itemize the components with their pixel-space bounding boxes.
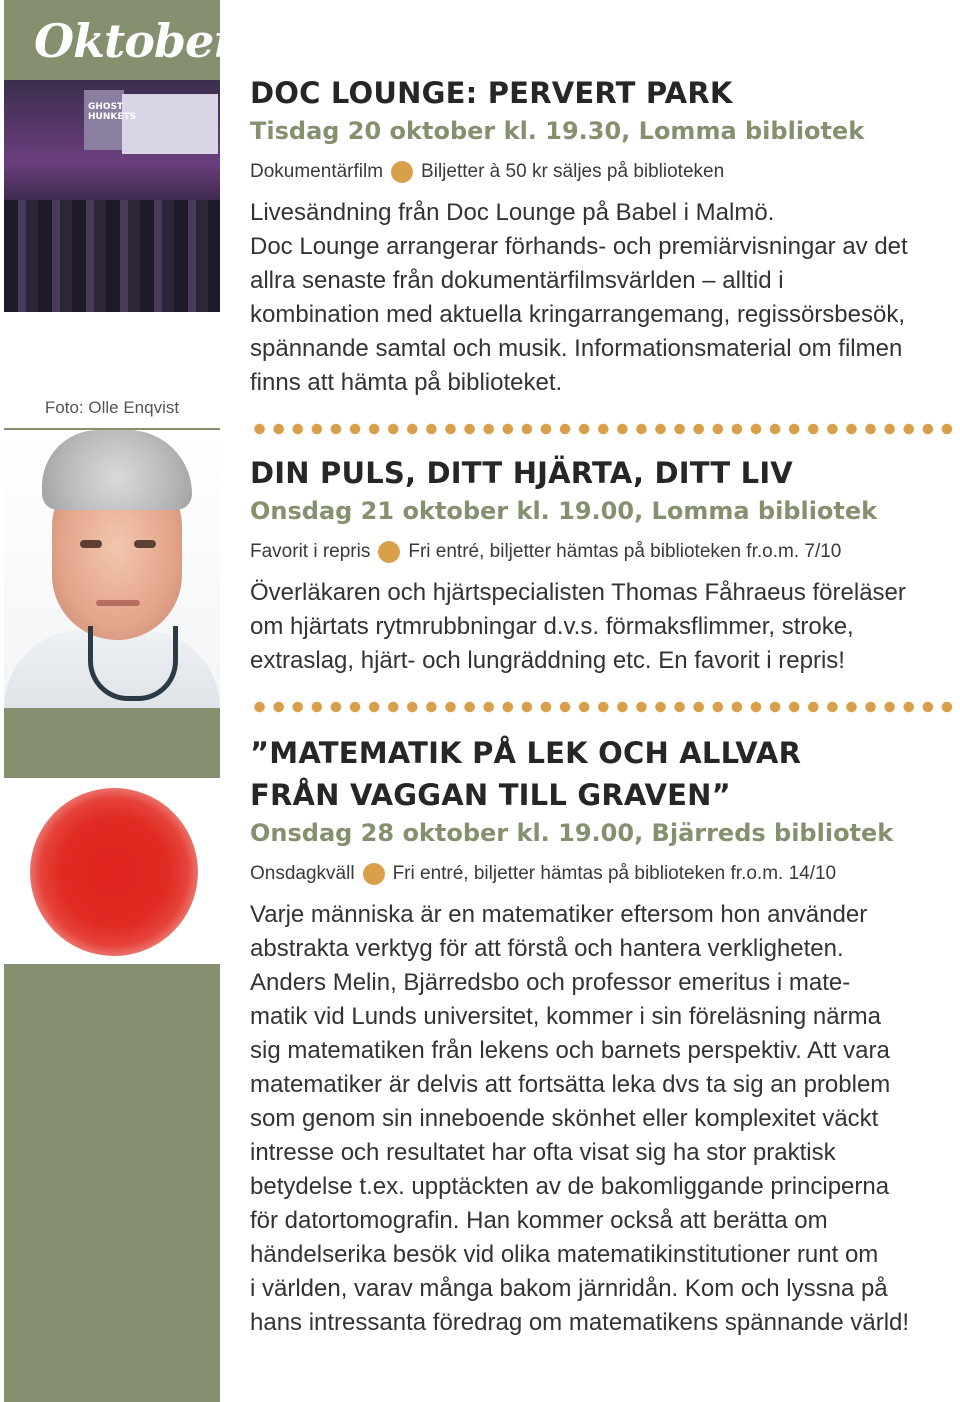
cinema-audience-image (4, 80, 220, 312)
event-meta (250, 540, 950, 564)
event-category: Onsdagkväll (250, 863, 355, 884)
event-category: Favorit i repris (250, 541, 371, 562)
event-ticket-info: Fri entré, biljetter hämtas på biblioteken fr.o.m. 7/10 (408, 541, 842, 562)
projection-screen (122, 94, 218, 154)
event-meta (250, 862, 950, 886)
dotted-divider (250, 700, 956, 714)
event-description: Varje människa är en matematiker eftersom hon använder abstrakta verktyg för att förstå och hantera verkligheten. Anders Melin, Bjärredsbo och professor emeritus i mate- matik vid Lunds universitet, kommer i sin föreläsning närma sig matematiken från lekens och barnets perspektiv. Att vara matematiker är delvis att fortsätta leka dvs ta sig an problem som genom sin inneboende skönhet eller komplexitet väckt intresse och resultatet har ofta visat sig ha stor praktisk betydelse t.ex. upptäckten av de bakomliggande principerna för datortomografin. Han kommer också att berätta om händelserika besök vid olika matematikinstitutioner runt om i världen, varav många bakom järnridån. Kom och lyssna på hans intressanta föredrag om matematikens spännande värld! (250, 901, 910, 1336)
red-circle-icon (30, 788, 198, 956)
event-meta (250, 160, 950, 184)
bullet-icon (363, 863, 385, 885)
event-din-puls (250, 452, 950, 678)
event-ticket-info: Fri entré, biljetter hämtas på biblioteken fr.o.m. 14/10 (392, 863, 837, 884)
audience-rows (4, 200, 220, 312)
mouth (96, 600, 140, 606)
event-ticket-info: Biljetter à 50 kr säljes på biblioteken (421, 161, 725, 182)
event-description: Överläkaren och hjärtspecialisten Thomas Fåhraeus föreläser om hjärtats rytmrubbningar d.v.s. förmaksflimmer, stroke, extraslag, hjärt- och lungräddning etc. En favorit i repris! (250, 579, 906, 674)
event-date: Onsdag 28 oktober kl. 19.00, Bjärreds bibliotek (250, 819, 894, 847)
month-heading: Oktober (34, 14, 237, 68)
photo-caption: Foto: Olle Enqvist (44, 398, 180, 417)
doctor-portrait (4, 430, 220, 708)
event-date: Tisdag 20 oktober kl. 19.30, Lomma bibliotek (250, 117, 865, 145)
red-dot-graphic (4, 778, 220, 964)
event-matematik (250, 732, 950, 1340)
dotted-divider (250, 422, 956, 436)
event-doc-lounge (250, 72, 950, 400)
event-date: Onsdag 21 oktober kl. 19.00, Lomma bibliotek (250, 497, 878, 525)
eye-left (80, 540, 102, 548)
stethoscope-icon (88, 626, 178, 701)
event-title: ”MATEMATIK PÅ LEK OCH ALLVAR FRÅN VAGGAN TILL GRAVEN” (250, 736, 802, 812)
event-title: DOC LOUNGE: PERVERT PARK (250, 76, 733, 110)
screen-title-text: GHOST HUNKETS (88, 102, 137, 122)
event-description: Livesändning från Doc Lounge på Babel i Malmö. Doc Lounge arrangerar förhands- och premiärvisningar av det allra senaste från dokumentärfilmsvärlden – alltid i kombination med aktuella kringarrangemang, regissörsbesök, spännande samtal och musik. Informationsmaterial om filmen finns att hämta på biblioteket. (250, 199, 908, 396)
event-category: Dokumentärfilm (250, 161, 384, 182)
bullet-icon (378, 541, 400, 563)
event-title: DIN PULS, DITT HJÄRTA, DITT LIV (250, 456, 793, 490)
bullet-icon (391, 161, 413, 183)
eye-right (134, 540, 156, 548)
doc-lounge-photo (4, 80, 220, 428)
